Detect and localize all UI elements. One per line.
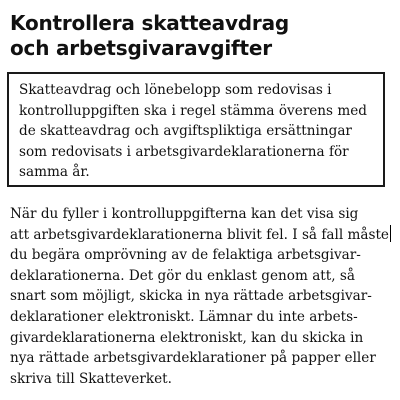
body-line-with-caret: [10, 225, 394, 246]
body-line: deklarationerna. Det gör du enklast genom att, så: [10, 267, 355, 284]
body-line: deklarationer elektroniskt. Lämnar du inte arbets-: [10, 308, 358, 325]
body-line: nya rättade arbetsgivardeklarationer på papper eller: [10, 350, 376, 367]
body-line: givardeklarationerna elektroniskt, kan du skicka in: [10, 329, 364, 346]
page-title: [10, 11, 390, 61]
info-box-line: kontrolluppgiften ska i regel stämma överens med: [19, 102, 367, 119]
body-line: skriva till Skatteverket.: [10, 370, 172, 387]
body-line: snart som möjligt, skicka in nya rättade arbetsgivar-: [10, 288, 372, 305]
info-box-line: samma år.: [19, 164, 90, 181]
body-line: du begära omprövning av de felaktiga arbetsgivar-: [10, 247, 361, 264]
body-line: När du fyller i kontrolluppgifterna kan det visa sig: [10, 206, 359, 222]
page-title-line: och arbetsgivaravgifter: [10, 36, 272, 60]
page-title-line: Kontrollera skatteavdrag: [10, 11, 289, 35]
info-box-line: som redovisats i arbetsgivardeklarationerna för: [19, 143, 349, 160]
info-box-line: Skatteavdrag och lönebelopp som redovisas i: [19, 82, 332, 98]
body-paragraph[interactable]: [10, 204, 394, 389]
info-box: [7, 72, 385, 187]
text-cursor: [390, 225, 391, 242]
info-box-line: de skatteavdrag och avgiftspliktiga ersättningar: [19, 123, 352, 140]
body-line: att arbetsgivardeklarationerna blivit fel. I så fall måste: [10, 226, 389, 243]
